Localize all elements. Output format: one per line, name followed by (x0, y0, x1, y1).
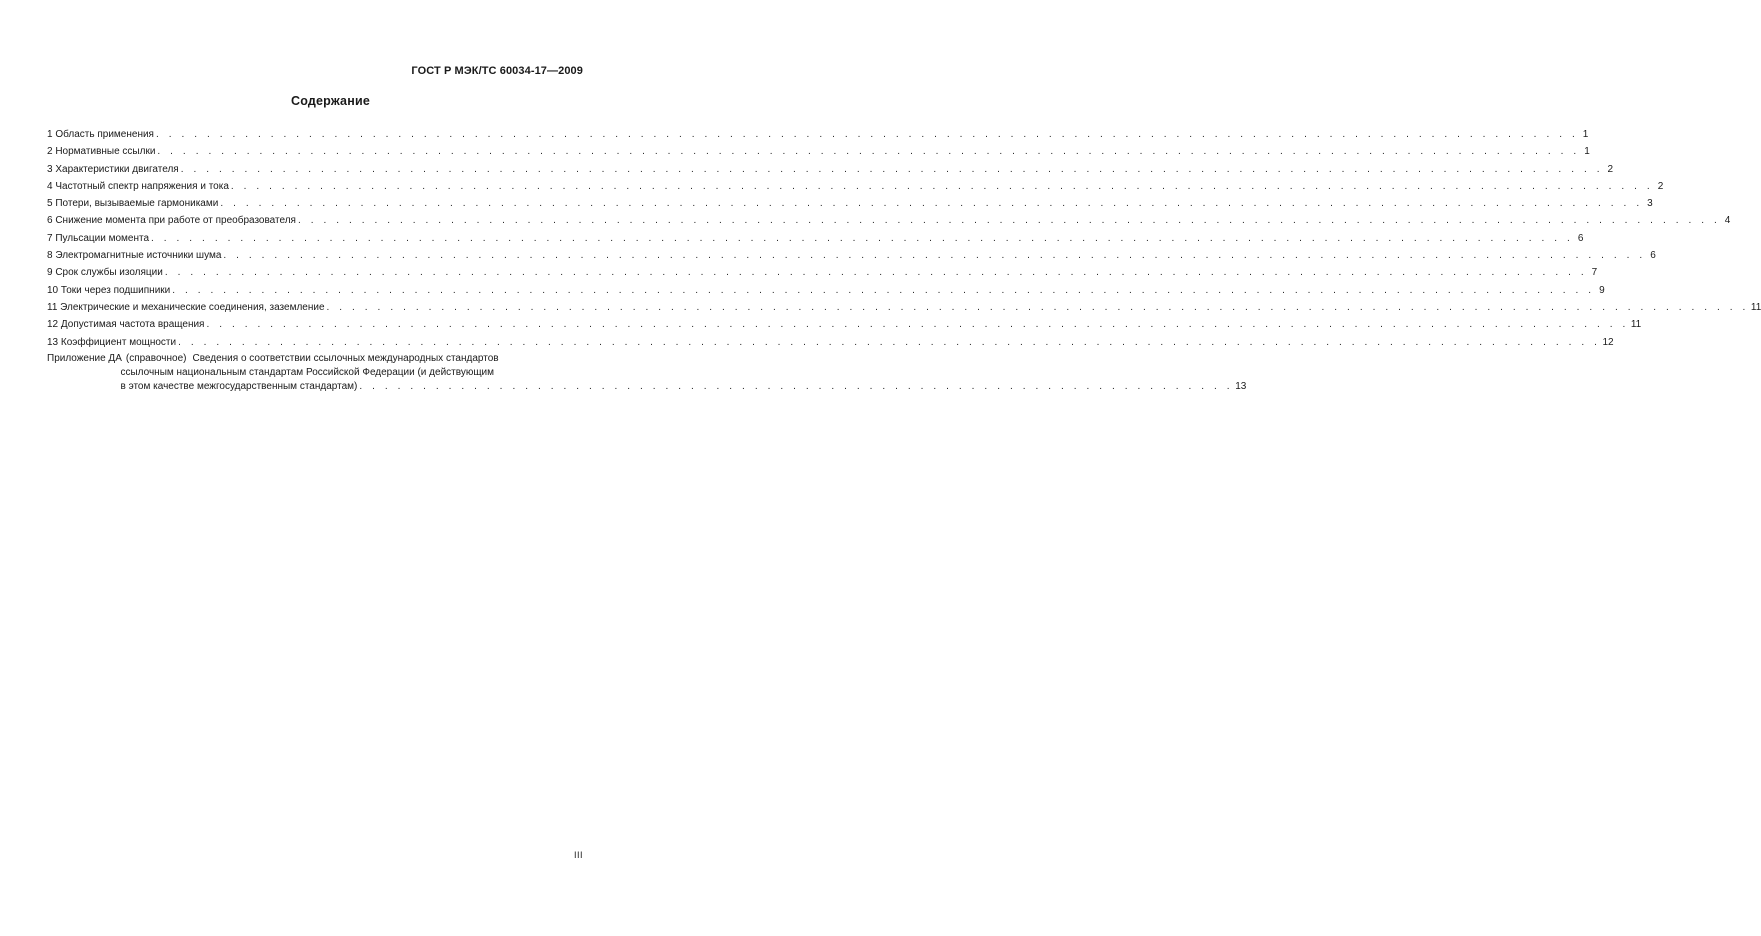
dot-leader (327, 299, 1749, 316)
dot-leader (220, 195, 1642, 212)
annex-page: 13 (1235, 380, 1247, 392)
toc-entry[interactable] (47, 143, 1590, 160)
annex-title-line-1: Сведения о соответствии ссылочных международных стандартов (192, 352, 499, 364)
toc-entry-page: 12 (1602, 336, 1614, 348)
toc-entry[interactable] (47, 247, 1656, 264)
toc-entry-label: 4 Частотный спектр напряжения и тока (47, 180, 229, 192)
toc-entry[interactable] (47, 264, 1598, 281)
toc-title: Содержание (290, 94, 370, 108)
toc-entry-page: 7 (1591, 267, 1598, 279)
toc-entry-page: 6 (1650, 250, 1656, 262)
dot-leader (298, 212, 1720, 229)
toc-entry[interactable] (47, 178, 1664, 195)
toc-entry-page: 6 (1577, 232, 1584, 244)
toc-entry[interactable] (47, 195, 1653, 212)
toc-entry-label: 2 Нормативные ссылки (47, 146, 156, 158)
dot-leader (165, 264, 1587, 281)
toc-entry[interactable] (47, 212, 1731, 229)
dot-leader (178, 334, 1600, 351)
toc-entry[interactable] (47, 230, 1584, 247)
dot-leader (359, 380, 1233, 394)
toc-entry-label: 12 Допустимая частота вращения (47, 319, 205, 331)
toc-entry[interactable] (47, 334, 1614, 351)
toc-entry[interactable] (47, 126, 1589, 143)
toc-entry-page: 2 (1657, 180, 1664, 192)
toc-entry-label: 6 Снижение момента при работе от преобразователя (47, 215, 296, 227)
toc-entry-page: 9 (1599, 284, 1605, 296)
toc-entry[interactable] (47, 161, 1614, 178)
toc-entry-label: 1 Область применения (47, 129, 154, 140)
toc-entry-label: 8 Электромагнитные источники шума (47, 250, 222, 262)
annex-title-line-3: в этом качестве межгосударственным стандартам) (120, 380, 358, 392)
toc-entry[interactable] (47, 316, 1642, 333)
dot-leader (157, 143, 1579, 160)
toc-entry-page: 3 (1647, 198, 1653, 210)
annex-title-line-2: ссылочным национальным стандартам Российской Федерации (и действующим (120, 366, 495, 378)
toc-entry[interactable] (47, 299, 1761, 316)
annex-title-line-3-row (120, 380, 1246, 394)
dot-leader (156, 126, 1578, 143)
table-of-contents (47, 126, 1761, 394)
dot-leader (223, 247, 1645, 264)
toc-entry-page: 1 (1584, 146, 1590, 158)
toc-entry-page: 4 (1724, 215, 1731, 227)
standard-designation: ГОСТ Р МЭК/ТС 60034-17—2009 (411, 65, 583, 77)
toc-entry[interactable] (47, 282, 1605, 299)
toc-entry-label: 5 Потери, вызываемые гармониками (47, 198, 219, 210)
annex-kind: (справочное) (125, 352, 187, 364)
dot-leader (181, 161, 1603, 178)
toc-entry-page: 11 (1630, 319, 1642, 331)
annex-label: Приложение ДА (47, 352, 122, 364)
dot-leader (151, 230, 1573, 247)
toc-entry-label: 7 Пульсации момента (47, 232, 150, 244)
toc-entry-label: 13 Коэффициент мощности (47, 336, 177, 348)
page-number: III (573, 850, 583, 860)
toc-entry-page: 1 (1582, 129, 1589, 140)
toc-entry-label: 3 Характеристики двигателя (47, 163, 179, 175)
toc-entry-page: 11 (1750, 301, 1761, 313)
toc-entry-label: 10 Токи через подшипники (47, 284, 171, 296)
toc-annex-entry[interactable] (47, 352, 1247, 394)
dot-leader (231, 178, 1653, 195)
dot-leader (206, 316, 1628, 333)
toc-entry-page: 2 (1607, 163, 1614, 175)
dot-leader (172, 282, 1594, 299)
toc-entry-label: 11 Электрические и механические соединения, заземление (47, 301, 325, 313)
toc-entry-label: 9 Срок службы изоляции (47, 267, 163, 279)
